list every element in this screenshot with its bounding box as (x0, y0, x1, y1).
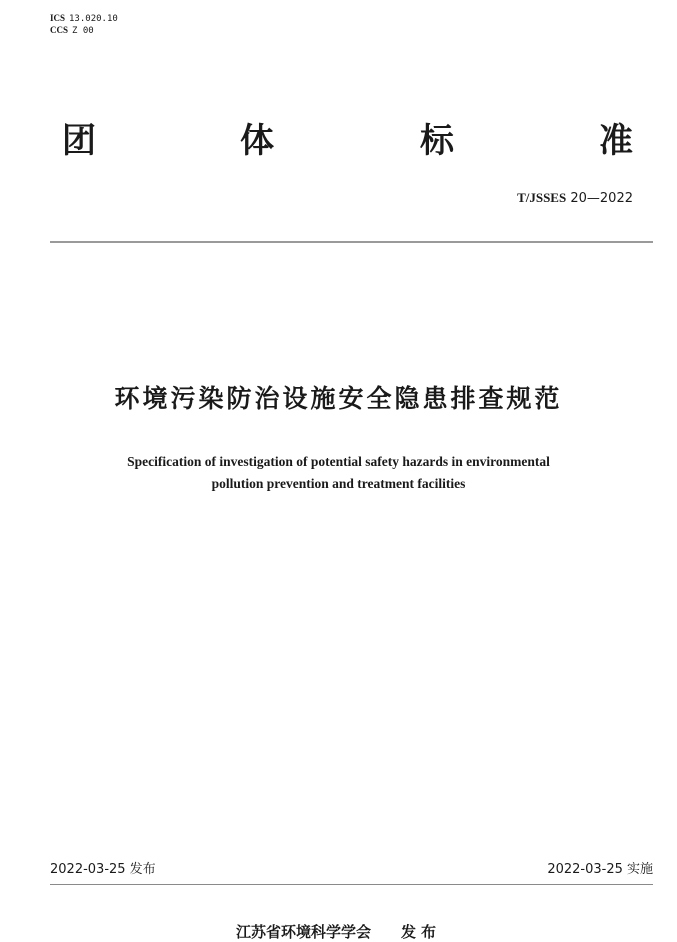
bottom-divider (50, 884, 653, 885)
standard-type-char-2: 体 (240, 121, 274, 161)
standard-type-char-3: 标 (420, 121, 454, 161)
date-row (50, 860, 653, 880)
standard-type-heading (0, 118, 677, 164)
standard-type-char-4: 准 (599, 121, 633, 161)
ccs-value: Z 00 (72, 26, 94, 36)
chinese-title: 环境污染防治设施安全隐患排查规范 (114, 384, 563, 413)
standard-number-value: 20—2022 (570, 191, 633, 206)
standard-type-char-1: 团 (62, 121, 96, 161)
english-title-line-1: Specification of investigation of potential safety hazards in environmental (127, 454, 550, 469)
ics-label: ICS (50, 13, 66, 23)
standard-number (517, 190, 633, 207)
ccs-label: CCS (50, 25, 69, 35)
issue-date: 2022-03-25 发布 (50, 862, 156, 877)
publisher-organization: 江苏省环境科学学会 (235, 923, 371, 941)
publish-verb: 发布 (401, 923, 442, 941)
ics-value: 13.020.10 (69, 14, 118, 24)
english-title (40, 451, 637, 495)
top-divider (50, 241, 653, 243)
implementation-date: 2022-03-25 实施 (547, 862, 653, 877)
ccs-code (50, 25, 118, 37)
english-title-line-2: pollution prevention and treatment facilities (211, 476, 466, 491)
standard-number-prefix: T/JSSES (517, 190, 567, 205)
classification-codes (50, 13, 118, 37)
publisher-line (0, 922, 677, 942)
ics-code (50, 13, 118, 25)
